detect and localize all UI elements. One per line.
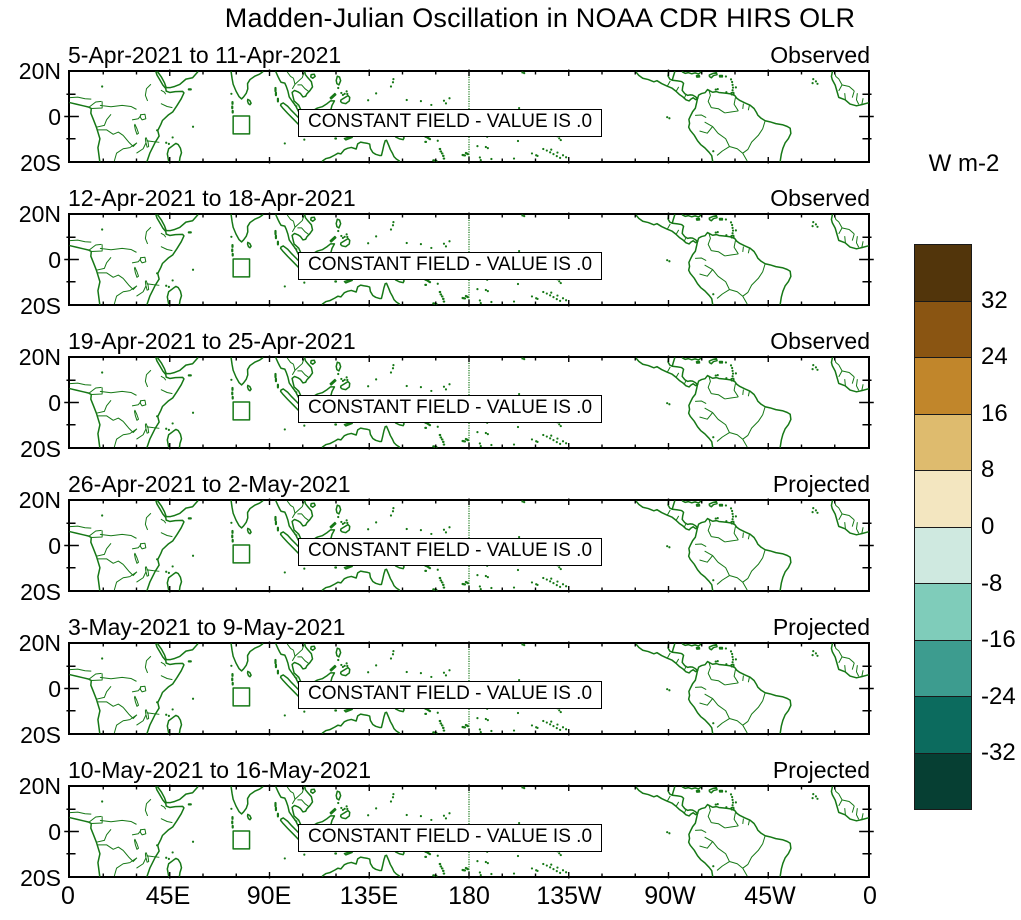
x-tick-label: 0: [863, 882, 877, 910]
constant-field-note: CONSTANT FIELD - VALUE IS .0: [298, 538, 602, 566]
panel-date-range: 3-May-2021 to 9-May-2021: [68, 614, 346, 640]
panel-header: [68, 753, 870, 783]
y-tick-label: 20N: [18, 344, 61, 370]
map-panel: [18, 487, 870, 605]
x-tick-label: 180: [448, 882, 490, 910]
y-tick-label: 0: [48, 247, 61, 273]
panel-status-label: Projected: [772, 471, 870, 497]
map-panel: [18, 58, 870, 176]
colorbar-tick-label: -16: [981, 626, 1016, 653]
y-tick-label: 20N: [18, 773, 61, 799]
panel-status-label: Observed: [770, 328, 870, 354]
colorbar-tick-label: -24: [981, 683, 1016, 710]
figure-title: Madden-Julian Oscillation in NOAA CDR HIRS OLR: [224, 3, 856, 33]
x-tick-label: 135W: [536, 882, 602, 910]
panel-date-range: 26-Apr-2021 to 2-May-2021: [68, 471, 351, 497]
y-tick-label: 20S: [20, 722, 61, 748]
y-tick-label: 20N: [18, 201, 61, 227]
x-tick-label: 90E: [246, 882, 292, 910]
panel-header: [68, 610, 870, 640]
y-tick-label: 0: [48, 819, 61, 845]
x-tick-label: 45E: [145, 882, 191, 910]
colorbar-segment: [915, 245, 971, 301]
colorbar-tick-label: 0: [981, 513, 995, 540]
constant-field-note: CONSTANT FIELD - VALUE IS .0: [298, 681, 602, 709]
x-tick-label: 135E: [339, 882, 399, 910]
panel-status-label: Projected: [772, 614, 870, 640]
constant-field-note: CONSTANT FIELD - VALUE IS .0: [298, 395, 602, 423]
y-tick-label: 20S: [20, 293, 61, 319]
y-tick-label: 0: [48, 390, 61, 416]
panel-header: [68, 467, 870, 497]
y-tick-label: 0: [48, 676, 61, 702]
constant-field-note: CONSTANT FIELD - VALUE IS .0: [298, 824, 602, 852]
panel-header: [68, 181, 870, 211]
colorbar-segment: [915, 696, 971, 753]
colorbar-tick-label: 8: [981, 456, 995, 483]
x-tick-label: 90W: [644, 882, 696, 910]
y-tick-label: 20N: [18, 58, 61, 84]
colorbar-tick-label: -32: [981, 739, 1016, 766]
y-tick-label: 20N: [18, 630, 61, 656]
y-tick-label: 20N: [18, 487, 61, 513]
y-tick-label: 0: [48, 104, 61, 130]
panel-header: [68, 324, 870, 354]
y-tick-label: 20S: [20, 865, 61, 891]
y-tick-label: 0: [48, 533, 61, 559]
panel-status-label: Observed: [770, 42, 870, 68]
colorbar-tick-label: 16: [981, 400, 1008, 427]
y-tick-label: 20S: [20, 436, 61, 462]
colorbar-segment: [915, 414, 971, 471]
colorbar-segment: [915, 527, 971, 584]
colorbar-segment: [915, 753, 971, 810]
colorbar-segment: [915, 301, 971, 358]
colorbar-tick-label: 24: [981, 343, 1008, 370]
y-tick-label: 20S: [20, 150, 61, 176]
panel-date-range: 19-Apr-2021 to 25-Apr-2021: [68, 328, 356, 354]
constant-field-note: CONSTANT FIELD - VALUE IS .0: [298, 252, 602, 280]
colorbar: [914, 244, 972, 810]
y-tick-label: 20S: [20, 579, 61, 605]
colorbar-segment: [915, 357, 971, 414]
panel-date-range: 10-May-2021 to 16-May-2021: [68, 757, 371, 783]
panel-status-label: Projected: [772, 757, 870, 783]
constant-field-note: CONSTANT FIELD - VALUE IS .0: [298, 109, 602, 137]
panel-status-label: Observed: [770, 185, 870, 211]
colorbar-segment: [915, 470, 971, 527]
panel-date-range: 5-Apr-2021 to 11-Apr-2021: [68, 42, 342, 68]
colorbar-segment: [915, 640, 971, 697]
map-panel: [18, 773, 870, 891]
colorbar-tick-label: 32: [981, 287, 1008, 314]
map-panel: [18, 201, 870, 319]
colorbar-segment: [915, 583, 971, 640]
panel-date-range: 12-Apr-2021 to 18-Apr-2021: [68, 185, 356, 211]
colorbar-units-label: W m-2: [928, 150, 1000, 177]
x-tick-label: 0: [61, 882, 75, 910]
map-panel: [18, 630, 870, 748]
panel-header: [68, 38, 870, 68]
x-tick-label: 45W: [744, 882, 796, 910]
map-panel: [18, 344, 870, 462]
colorbar-tick-label: -8: [981, 570, 1003, 597]
